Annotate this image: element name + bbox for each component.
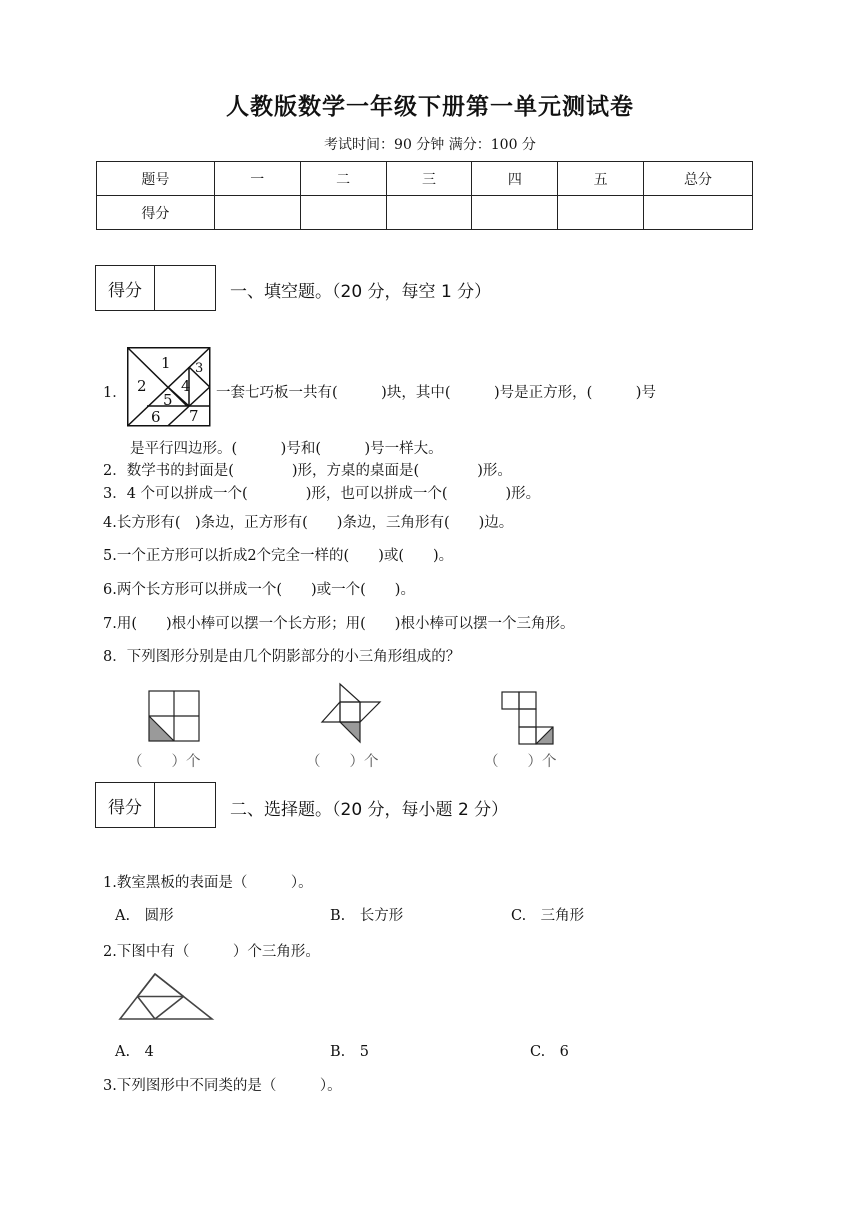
score-cell[interactable] <box>214 196 300 230</box>
score-box-label: 得分 <box>96 266 155 310</box>
s2-q1-option-b[interactable]: B. 长方形 <box>330 908 404 924</box>
triangle-figure <box>118 972 214 1022</box>
tangram-number: 2 <box>137 377 147 395</box>
s2-q1-option-a[interactable]: A. 圆形 <box>115 908 174 924</box>
q1-number: 1． <box>103 385 127 401</box>
score-header-cell: 五 <box>558 162 644 196</box>
score-box-label: 得分 <box>96 783 155 827</box>
score-cell[interactable] <box>558 196 644 230</box>
score-cell[interactable] <box>300 196 386 230</box>
s2-q2-text: 2.下图中有（ ）个三角形。 <box>103 944 320 960</box>
tangram-number: 3 <box>195 361 204 376</box>
q8-text: 8．下列图形分别是由几个阴影部分的小三角形组成的？ <box>103 649 461 665</box>
s2-q3-text: 3.下列图形中不同类的是（ ）。 <box>103 1078 342 1094</box>
score-box-field[interactable] <box>155 266 215 310</box>
q4-text: 4.长方形有( )条边，正方形有( )条边，三角形有( )边。 <box>103 515 514 531</box>
q8-figure-pinwheel <box>320 682 382 744</box>
tangram-number: 5 <box>163 391 173 409</box>
section1-score-box <box>95 265 216 311</box>
score-cell[interactable] <box>472 196 558 230</box>
s2-q1-option-c[interactable]: C. 三角形 <box>511 908 585 924</box>
exam-info: 考试时间：90 分钟 满分：100 分 <box>324 137 536 153</box>
s2-q2-option-c[interactable]: C. 6 <box>530 1044 569 1060</box>
score-header-cell: 二 <box>300 162 386 196</box>
s2-q2-option-b[interactable]: B. 5 <box>330 1044 369 1060</box>
score-header-cell: 总分 <box>644 162 753 196</box>
tangram-number: 7 <box>189 407 199 425</box>
score-table <box>96 161 753 230</box>
tangram-number: 6 <box>151 408 161 426</box>
score-cell[interactable] <box>386 196 472 230</box>
q8-answer-1[interactable]: （ ）个 <box>128 754 201 770</box>
score-header-cell: 四 <box>472 162 558 196</box>
q8-answer-2[interactable]: （ ）个 <box>306 754 379 770</box>
score-header-cell: 一 <box>214 162 300 196</box>
score-row-label: 得分 <box>97 196 215 230</box>
tangram-number: 1 <box>161 354 171 372</box>
q3-text: 3．4 个可以拼成一个( )形，也可以拼成一个( )形。 <box>103 486 541 502</box>
q6-text: 6.两个长方形可以拼成一个( )或一个( )。 <box>103 582 415 598</box>
s2-q1-text: 1.教室黑板的表面是（ ）。 <box>103 875 313 891</box>
q8-figure-grid <box>148 690 200 742</box>
page-title: 人教版数学一年级下册第一单元测试卷 <box>226 94 634 120</box>
score-box-field[interactable] <box>155 783 215 827</box>
q7-text: 7.用( )根小棒可以摆一个长方形；用( )根小棒可以摆一个三角形。 <box>103 616 575 632</box>
q8-figure-stairs <box>500 690 554 746</box>
score-table-row <box>97 196 753 230</box>
score-table-header <box>97 162 753 196</box>
tangram-number: 4 <box>181 377 191 395</box>
s2-q2-option-a[interactable]: A. 4 <box>115 1044 154 1060</box>
section2-heading: 二、选择题。（20 分，每小题 2 分） <box>230 800 509 820</box>
score-header-cell: 三 <box>386 162 472 196</box>
q5-text: 5.一个正方形可以折成2个完全一样的( )或( )。 <box>103 548 454 564</box>
section1-heading: 一、填空题。（20 分，每空 1 分） <box>230 282 492 302</box>
score-header-cell: 题号 <box>97 162 215 196</box>
tangram-figure <box>127 347 211 427</box>
q8-answer-3[interactable]: （ ）个 <box>484 754 557 770</box>
q1-continued: 是平行四边形。( )号和( )号一样大。 <box>130 441 443 457</box>
q2-text: 2．数学书的封面是( )形，方桌的桌面是( )形。 <box>103 463 512 479</box>
q1-text: 一套七巧板一共有( )块，其中( )号是正方形，( )号 <box>216 385 656 401</box>
score-cell[interactable] <box>644 196 753 230</box>
section2-score-box <box>95 782 216 828</box>
